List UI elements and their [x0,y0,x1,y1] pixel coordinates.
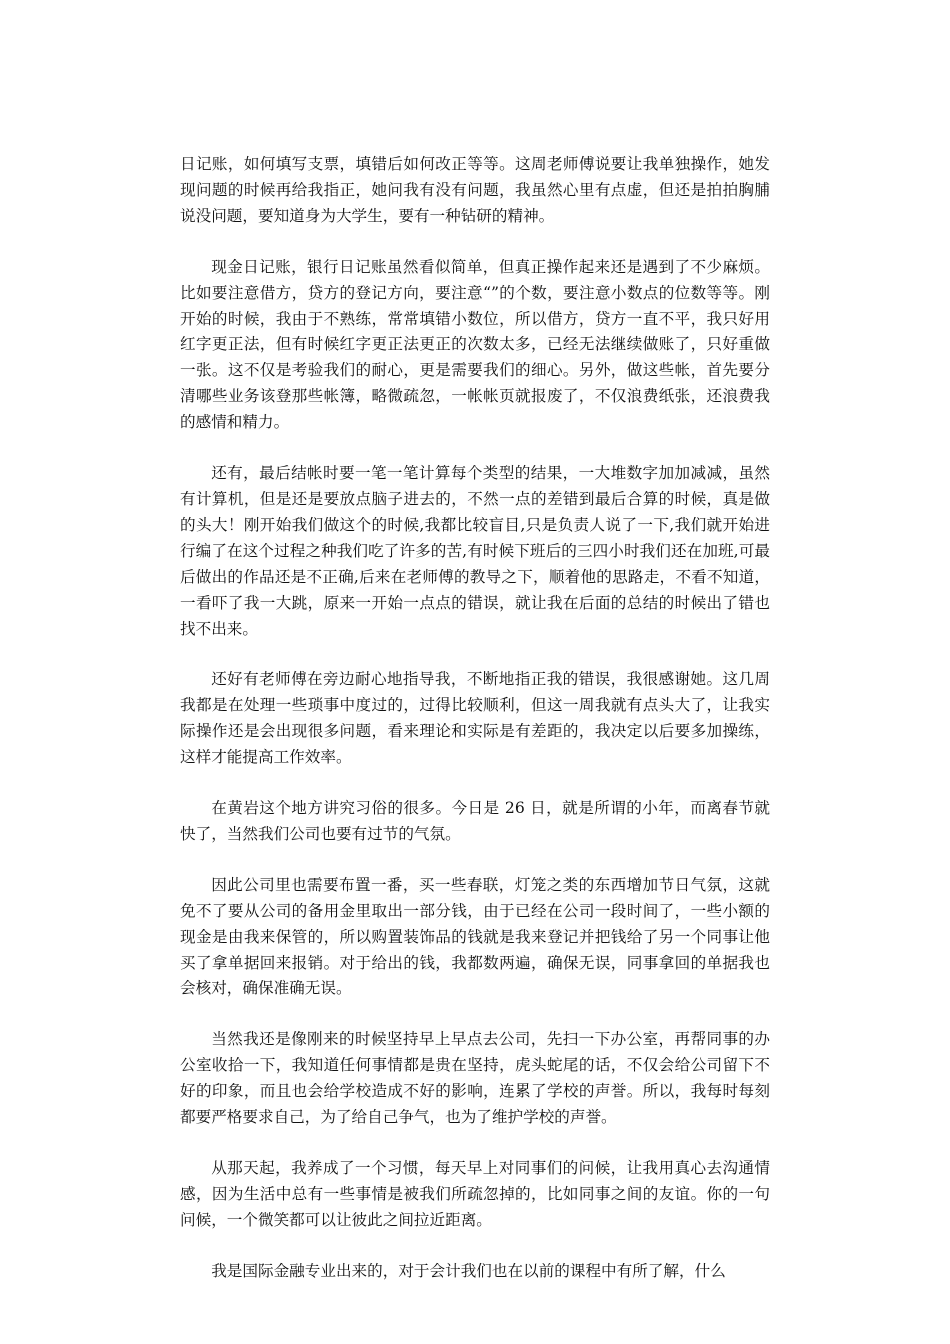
paragraph-6: 因此公司里也需要布置一番，买一些春联，灯笼之类的东西增加节日气氛，这就免不了要从公司的备用金里取出一部分钱，由于已经在公司一段时间了，一些小额的现金是由我来保管的，所以购置装饰品的钱就是我来登记并把钱给了另一个同事让他买了拿单据回来报销。对于给出的钱，我都数两遍，确保无误，同事拿回的单据我也会核对，确保准确无误。 [180,875,770,998]
paragraph-4: 还好有老师傅在旁边耐心地指导我，不断地指正我的错误，我很感谢她。这几周我都是在处理一些琐事中度过的，过得比较顺利，但这一周我就有点头大了，让我实际操作还是会出现很多问题，看来理论和实际是有差距的，我决定以后要多加操练，这样才能提高工作效率。 [180,670,770,767]
paragraph-9: 我是国际金融专业出来的，对于会计我们也在以前的课程中有所了解，什么 [211,1261,726,1280]
document-body [180,152,770,1310]
paragraph-2: 现金日记账，银行日记账虽然看似简单，但真正操作起来还是遇到了不少麻烦。比如要注意借方，贷方的登记方向，要注意“”的个数，要注意小数点的位数等等。刚开始的时候，我由于不熟练，常常填错小数位，所以借方，贷方一直不平，我只好用红字更正法，但有时候红字更正法更正的次数太多，已经无法继续做账了，只好重做一张。这不仅是考验我们的耐心，更是需要我们的细心。另外，做这些帐，首先要分清哪些业务该登那些帐簿，略微疏忽，一帐帐页就报废了，不仅浪费纸张，还浪费我的感情和精力。 [180,257,770,432]
paragraph-5: 在黄岩这个地方讲究习俗的很多。今日是 26 日，就是所谓的小年，而离春节就快了，当然我们公司也要有过节的气氛。 [180,799,770,843]
paragraph-8: 从那天起，我养成了一个习惯，每天早上对同事们的问候，让我用真心去沟通情感，因为生活中总有一些事情是被我们所疏忽掉的，比如同事之间的友谊。你的一句问候，一个微笑都可以让彼此之间拉近距离。 [180,1159,770,1229]
paragraph-7: 当然我还是像刚来的时候坚持早上早点去公司，先扫一下办公室，再帮同事的办公室收拾一下，我知道任何事情都是贵在坚持，虎头蛇尾的话，不仅会给公司留下不好的印象，而且也会给学校造成不好的影响，连累了学校的声誉。所以，我每时每刻都要严格要求自己，为了给自己争气，也为了维护学校的声誉。 [180,1030,770,1127]
paragraph-1: 日记账，如何填写支票，填错后如何改正等等。这周老师傅说要让我单独操作，她发现问题的时候再给我指正，她问我有没有问题，我虽然心里有点虚，但还是拍拍胸脯说没问题，要知道身为大学生，要有一种钻研的精神。 [180,155,770,225]
paragraph-3: 还有，最后结帐时要一笔一笔计算每个类型的结果，一大堆数字加加减减，虽然有计算机，但是还是要放点脑子进去的，不然一点的差错到最后合算的时候，真是做的头大！刚开始我们做这个的时候,我都比较盲目,只是负责人说了一下,我们就开始进行编了在这个过程之种我们吃了许多的苦,有时候下班后的三四小时我们还在加班,可最后做出的作品还是不正确,后来在老师傅的教导之下，顺着他的思路走，不看不知道，一看吓了我一大跳，原来一开始一点点的错误，就让我在后面的总结的时候出了错也找不出来。 [180,464,770,638]
